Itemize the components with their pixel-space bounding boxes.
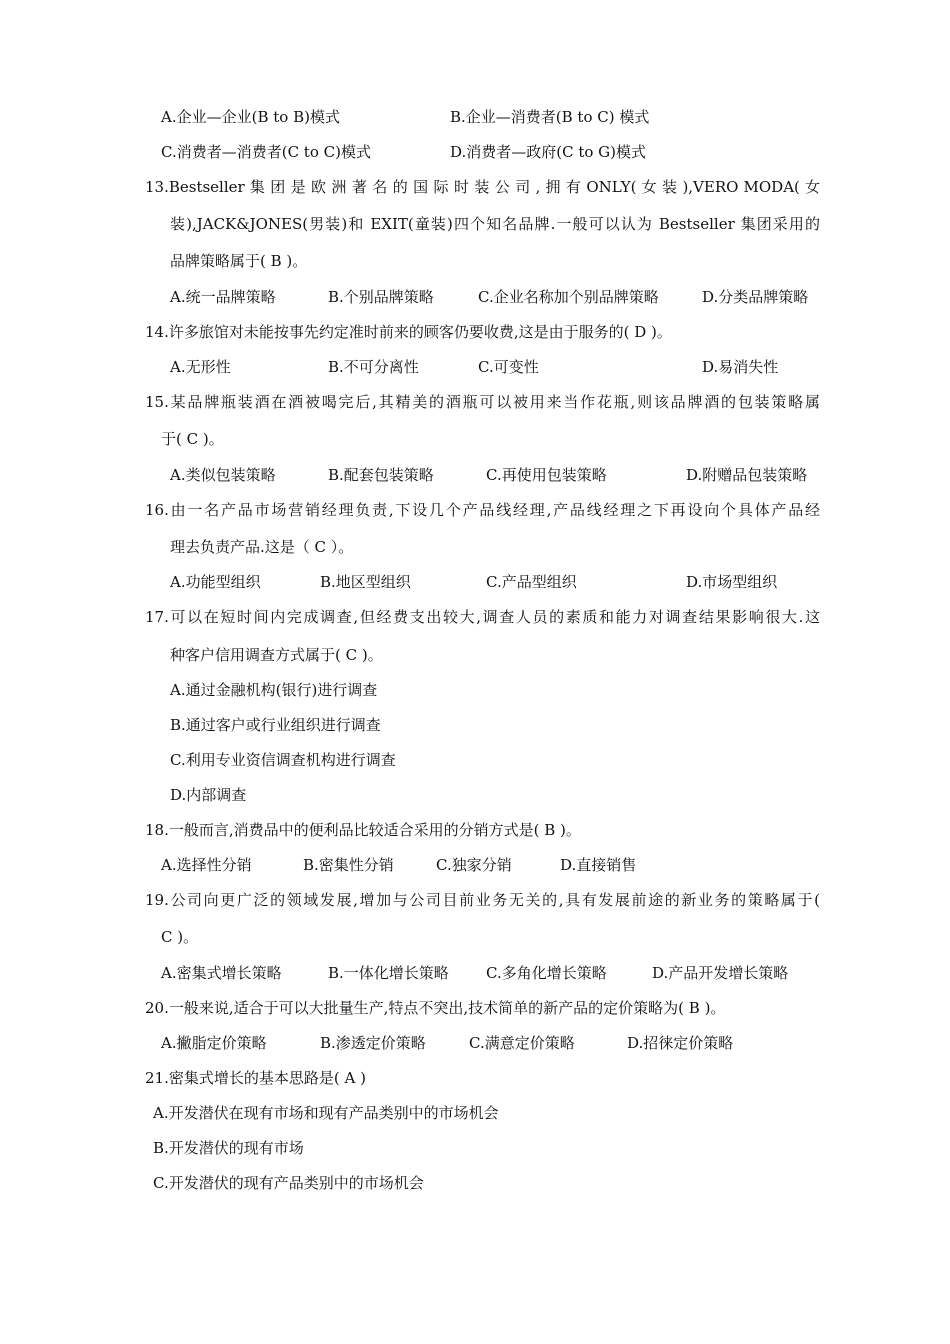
question-20-stem: 20.一般来说,适合于可以大批量生产,特点不突出,技术简单的新产品的定价策略为( B )。 [145,999,726,1017]
question-17-stem-end: 种客户信用调查方式属于( C )。 [170,646,383,664]
question-16-option-d: D.市场型组织 [686,573,778,591]
question-19-stem: 19.公司向更广泛的领域发展,增加与公司目前业务无关的,具有发展前途的新业务的策略属于( [145,891,820,909]
question-19-option-b: B.一体化增长策略 [328,964,449,982]
question-16-stem-end: 理去负责产品.这是（ C ）。 [170,538,354,556]
question-13-option-a: A.统一品牌策略 [170,288,276,306]
question-20-option-d: D.招徕定价策略 [627,1034,734,1052]
question-16-option-a: A.功能型组织 [170,573,261,591]
question-19-option-c: C.多角化增长策略 [486,964,607,982]
question-13-stem: 13.Bestseller 集 团 是 欧 洲 著 名 的 国 际 时 装 公 司 , 拥 有 ONLY( 女 装 ),VERO MODA( 女 [145,178,820,196]
question-20-option-a: A.撇脂定价策略 [161,1034,267,1052]
option-b: B.企业—消费者(B to C) 模式 [450,108,650,126]
question-21-stem: 21.密集式增长的基本思路是( A ) [145,1069,366,1087]
question-21-option-a: A.开发潜伏在现有市场和现有产品类别中的市场机会 [153,1104,499,1122]
question-21-option-b: B.开发潜伏的现有市场 [153,1139,304,1157]
question-14-option-b: B.不可分离性 [328,358,419,376]
question-18-option-c: C.独家分销 [436,856,512,874]
question-14-stem: 14.许多旅馆对未能按事先约定准时前来的顾客仍要收费,这是由于服务的( D )。 [145,323,672,341]
question-14-option-a: A.无形性 [170,358,231,376]
option-a: A.企业—企业(B to B)模式 [161,108,340,126]
question-13-option-d: D.分类品牌策略 [702,288,809,306]
question-21-option-c: C.开发潜伏的现有产品类别中的市场机会 [153,1174,424,1192]
question-18-option-a: A.选择性分销 [161,856,252,874]
question-14-option-c: C.可变性 [478,358,539,376]
question-19-option-d: D.产品开发增长策略 [652,964,789,982]
option-c: C.消费者—消费者(C to C)模式 [161,143,371,161]
question-15-option-b: B.配套包装策略 [328,466,434,484]
question-13-stem-end: 品牌策略属于( B )。 [170,252,308,270]
question-14-option-d: D.易消失性 [702,358,779,376]
question-15-option-c: C.再使用包装策略 [486,466,607,484]
question-19-stem-end: C )。 [161,928,199,946]
question-18-stem: 18.一般而言,消费品中的便利品比较适合采用的分销方式是( B )。 [145,821,581,839]
question-18-option-d: D.直接销售 [560,856,637,874]
question-13-option-c: C.企业名称加个别品牌策略 [478,288,659,306]
question-16-stem: 16.由一名产品市场营销经理负责,下设几个产品线经理,产品线经理之下再设向个具体产品经 [145,501,820,519]
question-16-option-b: B.地区型组织 [320,573,411,591]
question-13-option-b: B.个别品牌策略 [328,288,434,306]
question-17-option-a: A.通过金融机构(银行)进行调查 [170,681,378,699]
question-15-stem: 15.某品牌瓶装酒在酒被喝完后,其精美的酒瓶可以被用来当作花瓶,则该品牌酒的包装策略属 [145,393,820,411]
question-17-option-b: B.通过客户或行业组织进行调查 [170,716,381,734]
question-15-option-d: D.附赠品包装策略 [686,466,808,484]
question-13-stem-cont: 装),JACK&JONES(男装)和 EXIT(童装)四个知名品牌.一般可以认为 Bestseller 集团采用的 [170,215,820,233]
question-16-option-c: C.产品型组织 [486,573,577,591]
question-15-option-a: A.类似包装策略 [170,466,276,484]
question-17-stem: 17.可以在短时间内完成调查,但经费支出较大,调查人员的素质和能力对调查结果影响很大.这 [145,608,820,626]
option-d: D.消费者—政府(C to G)模式 [450,143,647,161]
question-17-option-c: C.利用专业资信调查机构进行调查 [170,751,396,769]
question-20-option-c: C.满意定价策略 [469,1034,575,1052]
question-17-option-d: D.内部调查 [170,786,247,804]
question-20-option-b: B.渗透定价策略 [320,1034,426,1052]
question-18-option-b: B.密集性分销 [303,856,394,874]
question-15-stem-end: 于( C )。 [161,430,224,448]
question-19-option-a: A.密集式增长策略 [161,964,282,982]
